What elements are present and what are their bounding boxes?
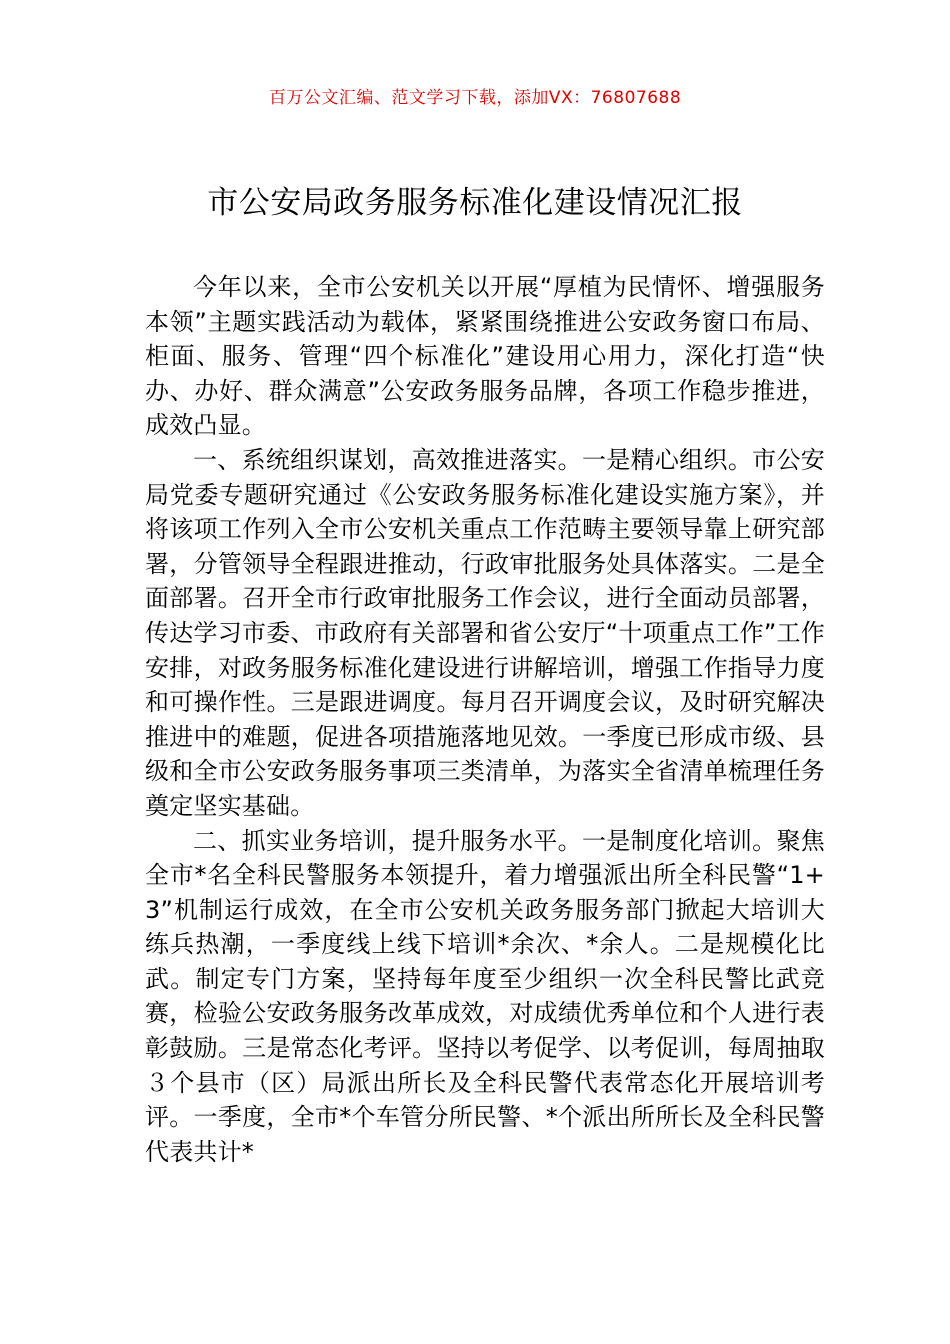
document-title: 市公安局政务服务标准化建设情况汇报 bbox=[207, 185, 743, 221]
header-watermark-note: 百万公文汇编、范文学习下载，添加VX：76807688 bbox=[268, 88, 682, 108]
document-body bbox=[145, 270, 825, 1169]
paragraph-intro: 今年以来，全市公安机关以开展“厚植为民情怀、增强服务本领”主题实践活动为载体，紧紧围绕推进公安政务窗口布局、柜面、服务、管理“四个标准化”建设用心用力，深化打造“快办、办好、群众满意”公安政务服务品牌，各项工作稳步推进，成效凸显。 bbox=[145, 273, 825, 440]
paragraph-section-1: 一、系统组织谋划，高效推进落实。一是精心组织。市公安局党委专题研究通过《公安政务服务标准化建设实施方案》，并将该项工作列入全市公安机关重点工作范畴主要领导靠上研究部署，分管领导全程跟进推动，行政审批服务处具体落实。二是全面部署。召开全市行政审批服务工作会议，进行全面动员部署，传达学习市委、市政府有关部署和省公安厅“十项重点工作”工作安排，对政务服务标准化建设进行讲解培训，增强工作指导力度和可操作性。三是跟进调度。每月召开调度会议，及时研究解决推进中的难题，促进各项措施落地见效。一季度已形成市级、县级和全市公安政务服务事项三类清单，为落实全省清单梳理任务奠定坚实基础。 bbox=[145, 445, 825, 820]
paragraph-section-2: 二、抓实业务培训，提升服务水平。一是制度化培训。聚焦全市*名全科民警服务本领提升，着力增强派出所全科民警“1+3”机制运行成效，在全市公安机关政务服务部门掀起大培训大练兵热潮，一季度线上线下培训*余次、*余人。二是规模化比武。制定专门方案，坚持每年度至少组织一次全科民警比武竞赛，检验公安政务服务改革成效，对成绩优秀单位和个人进行表彰鼓励。三是常态化考评。坚持以考促学、以考促训，每周抽取３个县市（区）局派出所长及全科民警代表常态化开展培训考评。一季度，全市*个车管分所民警、*个派出所所长及全科民警代表共计* bbox=[145, 826, 825, 1166]
